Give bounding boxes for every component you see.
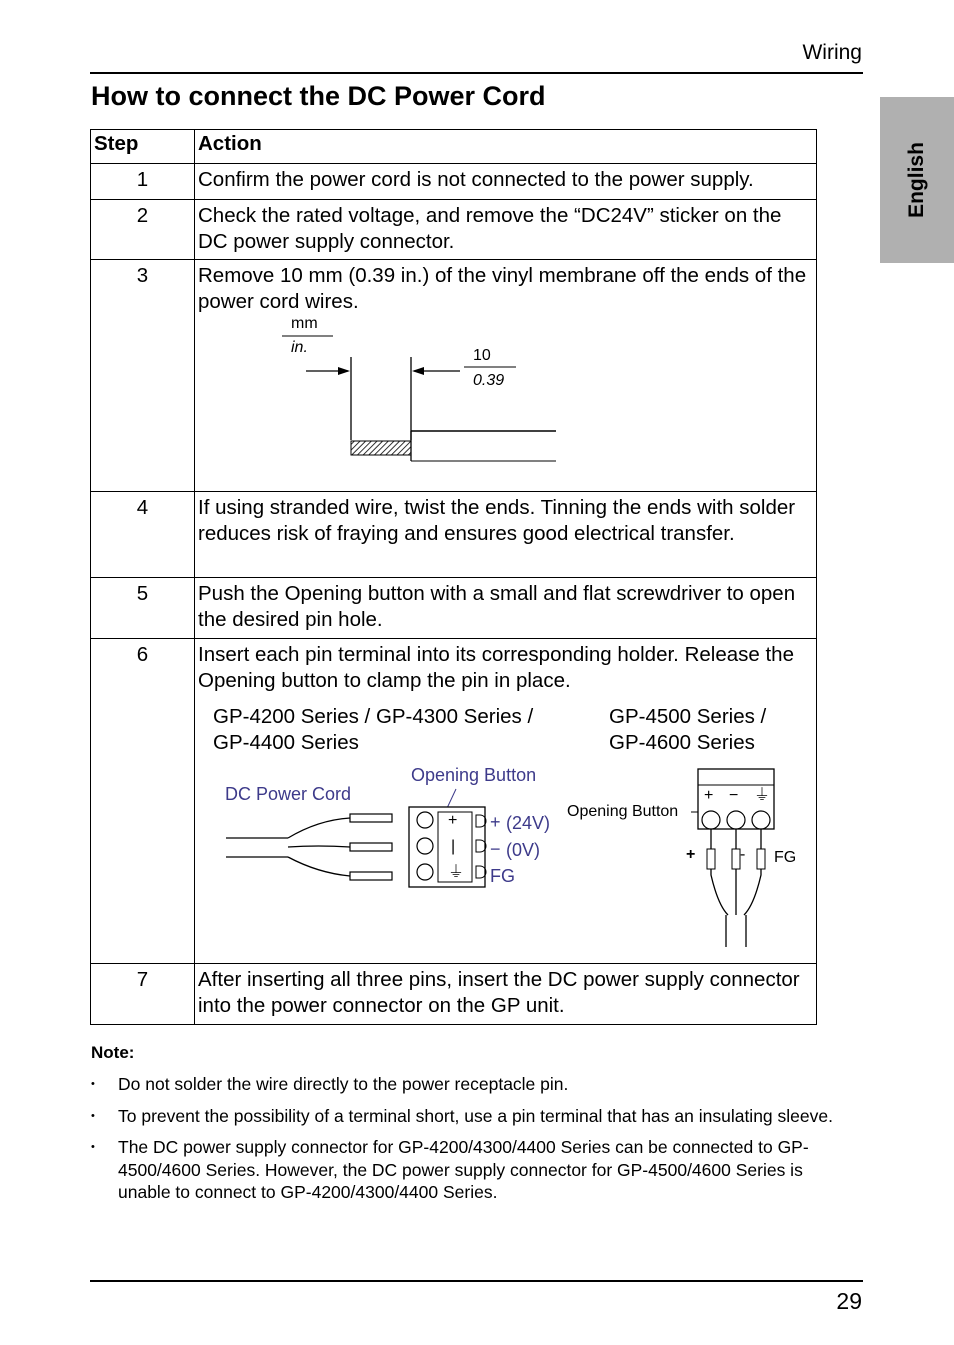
step-action: Remove 10 mm (0.39 in.) of the vinyl membrane off the ends of the power cord wires. (198, 264, 807, 313)
step-number: 1 (91, 164, 195, 200)
unit-mm-label: mm (291, 315, 318, 332)
strip-length-in: 0.39 (473, 372, 505, 389)
pin-terminal (757, 849, 765, 869)
step-number: 2 (91, 200, 195, 260)
minus-label-right: - (740, 846, 746, 863)
pin-hole (752, 811, 770, 829)
left-series-line1: GP-4200 Series / GP-4300 Series / (213, 705, 534, 728)
right-series-line2: GP-4600 Series (609, 730, 755, 754)
table-row (91, 578, 817, 639)
strip-length-mm: 10 (473, 347, 491, 364)
ground-symbol: ⏚ (448, 864, 465, 881)
page-number: 29 (836, 1288, 862, 1314)
left-series-line2: GP-4400 Series (213, 730, 359, 754)
plus-symbol: + (448, 812, 458, 829)
step-number: 4 (91, 492, 195, 578)
table-row (91, 639, 817, 964)
pin-terminal (350, 843, 392, 851)
ground-pin-symbol-right: ⏚ (754, 787, 771, 804)
column-header-action: Action (195, 130, 817, 164)
pin-hole (727, 811, 745, 829)
steps-table (90, 129, 817, 1025)
step-action: Confirm the power cord is not connected to the power supply. (195, 164, 817, 200)
dimension-left-arrowhead (338, 367, 350, 375)
connector-block-left (409, 807, 485, 887)
table-row (91, 260, 817, 492)
list-item: • To prevent the possibility of a terminal short, use a pin terminal that has an insulating sleeve. (91, 1105, 851, 1128)
header-divider (90, 72, 863, 74)
unit-in-label: in. (291, 339, 308, 356)
list-item: • The DC power supply connector for GP-4200/4300/4400 Series can be connected to GP-4500/4600 Series. However, the DC power supply connector for GP-4500/4600 Series is unable to connect to GP-4200/4300/4400 Series. (91, 1136, 851, 1204)
cable-wire (744, 829, 761, 915)
right-series-line1: GP-4500 Series / (609, 705, 767, 728)
fg-label-left: FG (490, 866, 515, 886)
note-list (91, 1073, 851, 1213)
step-action-cell (195, 639, 817, 964)
plus-label-right: + (686, 846, 696, 863)
opening-button-label-right: Opening Button (567, 803, 679, 820)
pin-terminal (732, 849, 740, 869)
plus-pin-symbol-right: + (704, 787, 714, 804)
cable-wire (711, 829, 728, 915)
page-title: How to connect the DC Power Cord (91, 81, 546, 111)
language-tab (880, 97, 954, 263)
minus-pin-symbol: − (490, 839, 501, 859)
table-row (91, 964, 817, 1025)
language-tab-label: English (905, 142, 928, 218)
wire-strip-diagram (198, 314, 598, 474)
step-number: 3 (91, 260, 195, 492)
pin-terminal (707, 849, 715, 869)
cord-wire-mid (288, 846, 350, 847)
step-action: Check the rated voltage, and remove the “DC24V” sticker on the DC power supply connector. (195, 200, 817, 260)
cord-wire-bot (288, 857, 350, 876)
series-labels (198, 693, 813, 765)
cord-wire-top (288, 818, 350, 838)
step-number: 6 (91, 639, 195, 964)
connector-diagram (198, 765, 813, 955)
pin-terminal (350, 872, 392, 880)
table-row (91, 164, 817, 200)
bare-conductor (351, 441, 411, 455)
pin-0v-label: (0V) (506, 840, 541, 860)
step-action-cell (195, 260, 817, 492)
minus-symbol: | (451, 838, 456, 855)
left-series-label (213, 704, 533, 755)
section-header: Wiring (802, 41, 862, 64)
plus-pin-symbol: + (490, 812, 501, 832)
pin-hole (702, 811, 720, 829)
list-item: • Do not solder the wire directly to the power receptacle pin. (91, 1073, 851, 1096)
table-row (91, 492, 817, 578)
table-row (91, 200, 817, 260)
column-header-step: Step (91, 130, 195, 164)
note-title: Note: (91, 1043, 135, 1062)
opening-button-label-left: Opening Button (411, 765, 537, 785)
step-action: After inserting all three pins, insert the DC power supply connector into the power connector on the GP unit. (195, 964, 817, 1025)
step-number: 5 (91, 578, 195, 639)
fg-label-right: FG (774, 849, 797, 866)
step-action: If using stranded wire, twist the ends. Tinning the ends with solder reduces risk of fraying and ensures good electrical transfer. (195, 492, 817, 578)
pin-24v-label: (24V) (506, 813, 551, 833)
dimension-right-arrowhead (412, 367, 424, 375)
step-action: Push the Opening button with a small and flat screwdriver to open the desired pin hole. (195, 578, 817, 639)
step-number: 7 (91, 964, 195, 1025)
step-action: Insert each pin terminal into its corresponding holder. Release the Opening button to clamp the pin in place. (198, 643, 794, 692)
table-header-row (91, 130, 817, 164)
minus-pin-symbol-right: − (729, 787, 739, 804)
dc-power-cord-label: DC Power Cord (225, 784, 352, 804)
pin-terminal (350, 814, 392, 822)
right-series-label (609, 704, 766, 755)
footer-divider (90, 1280, 863, 1282)
